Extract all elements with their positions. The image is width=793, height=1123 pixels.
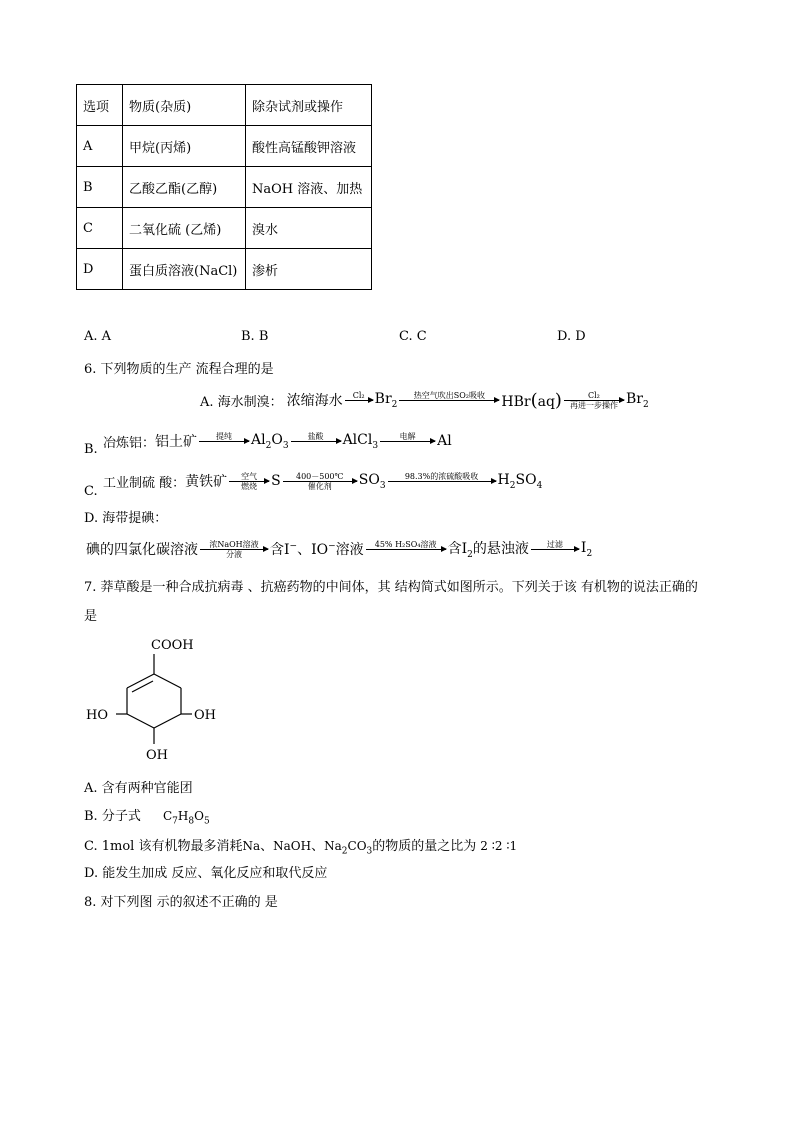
q6a-arrow-3: Cl₂ 再进一步操作 [564, 391, 624, 410]
cooh-label: COOH [151, 638, 194, 653]
question-7-stem: 7. 莽草酸是一种合成抗病毒 、抗癌药物的中间体，其 结构简式如图所示。下列关于该 有机物的说法正确的 [84, 580, 698, 595]
table-header-row [77, 85, 372, 126]
table-cell: C [77, 208, 123, 249]
q6b-arrow-1: 提纯 [199, 432, 249, 451]
oh-bottom-label: OH [146, 748, 168, 763]
table-cell: A [77, 126, 123, 167]
q6a-arrow-2: 热空气吹出SO₂吸收 [399, 391, 499, 410]
q6b-s1: 铝土矿 [155, 434, 198, 450]
q6d-label: D. 海带提碘： [84, 511, 168, 526]
q7-option-b: B. 分子式 $C_7H_8O_5$ [84, 809, 210, 827]
q6c-arrow-2: 400－500℃ 催化剂 [283, 472, 357, 491]
options-table [76, 84, 372, 290]
q6d-s4: $I_2$ [580, 539, 593, 559]
table-cell: D [77, 249, 123, 290]
q6c-label: C. [84, 484, 98, 499]
q7-option-c: C. 1mol 该有机物最多消耗Na、NaOH、$Na_2CO_3$的物质的量之比为 2 ∶2 ∶1 [84, 839, 518, 857]
table-cell: 蛋白质溶液(NaCl) [123, 249, 246, 290]
table-header: 选项 [77, 85, 123, 126]
q7-option-a: A. 含有两种官能团 [84, 781, 193, 796]
q6a-s4: $Br_2$ [625, 390, 649, 410]
choice-c: C. C [399, 329, 427, 344]
table-row [77, 249, 372, 290]
q6b-s3: AlCl$_3$ [342, 431, 379, 451]
q6d-s2: 含I−、IO−溶液 [270, 541, 364, 558]
table-cell: NaOH 溶液、加热 [246, 167, 372, 208]
q6d-arrow-2: 45% H₂SO₄溶液 [366, 540, 446, 559]
q6c-arrow-3: 98.3%的浓硫酸吸收 [388, 472, 496, 491]
choice-d: D. D [557, 329, 586, 344]
table-cell: 甲烷(丙烯) [123, 126, 246, 167]
q6c-arrow-1: 空气 燃烧 [229, 472, 269, 491]
q6b-s2: $Al_2O_3$ [251, 431, 289, 451]
table-header: 除杂试剂或操作 [246, 85, 372, 126]
q6d-arrow-1: 浓NaOH溶液 分液 [200, 540, 268, 559]
ho-left-label: HO [86, 708, 108, 723]
q6a-s2: $Br_2$ [374, 390, 398, 410]
question-8-stem: 8. 对下列图 示的叙述不正确的 是 [84, 895, 278, 910]
q6c-s1: 黄铁矿 [185, 474, 228, 490]
q6a-label: A. 海水制溴： [200, 394, 283, 410]
table-cell: 乙酸乙酯(乙醇) [123, 167, 246, 208]
shikimic-acid-structure [80, 630, 240, 770]
oh-right-label: OH [194, 708, 216, 723]
table-cell: B [77, 167, 123, 208]
choice-a: A. A [84, 329, 112, 344]
table-cell: 酸性高锰酸钾溶液 [246, 126, 372, 167]
q6a-s3: HBr(aq) [501, 389, 562, 411]
table-cell: 溴水 [246, 208, 372, 249]
q6a-s1: 浓缩海水 [286, 393, 343, 409]
q6d-s1: 碘的四氯化碳溶液 [86, 542, 198, 558]
table-cell: 渗析 [246, 249, 372, 290]
q6-option-a [200, 382, 649, 418]
choice-b: B. B [241, 329, 269, 344]
table-cell: 二氧化硫 (乙烯) [123, 208, 246, 249]
q6-option-b [103, 428, 452, 454]
q6b-label: B. [84, 442, 98, 457]
table-row [77, 126, 372, 167]
table-header: 物质(杂质) [123, 85, 246, 126]
q6c-s3: $SO_3$ [358, 471, 386, 491]
q6c-name: 工业制硫 酸： [103, 475, 186, 491]
q6d-s3: 含$I_2$的悬浊液 [447, 541, 529, 560]
q6b-name: 冶炼铝： [103, 435, 156, 451]
question-7-stem-cont: 是 [84, 609, 98, 624]
table-row [77, 208, 372, 249]
question-6-stem: 6. 下列物质的生产 流程合理的是 [84, 362, 274, 377]
q6c-s2: S [271, 473, 281, 489]
q6a-arrow-1: Cl₂ [345, 391, 373, 410]
q6-option-d [86, 534, 592, 564]
q6c-s4: $H_2SO_4$ [497, 471, 543, 491]
q7-option-d: D. 能发生加成 反应、氧化反应和取代反应 [84, 866, 328, 881]
table-row [77, 167, 372, 208]
q6-option-c [103, 466, 542, 496]
q6b-arrow-3: 电解 [380, 432, 435, 451]
q6b-arrow-2: 盐酸 [291, 432, 341, 451]
q6b-s4: Al [437, 433, 452, 449]
q6d-arrow-3: 过滤 [531, 540, 579, 559]
